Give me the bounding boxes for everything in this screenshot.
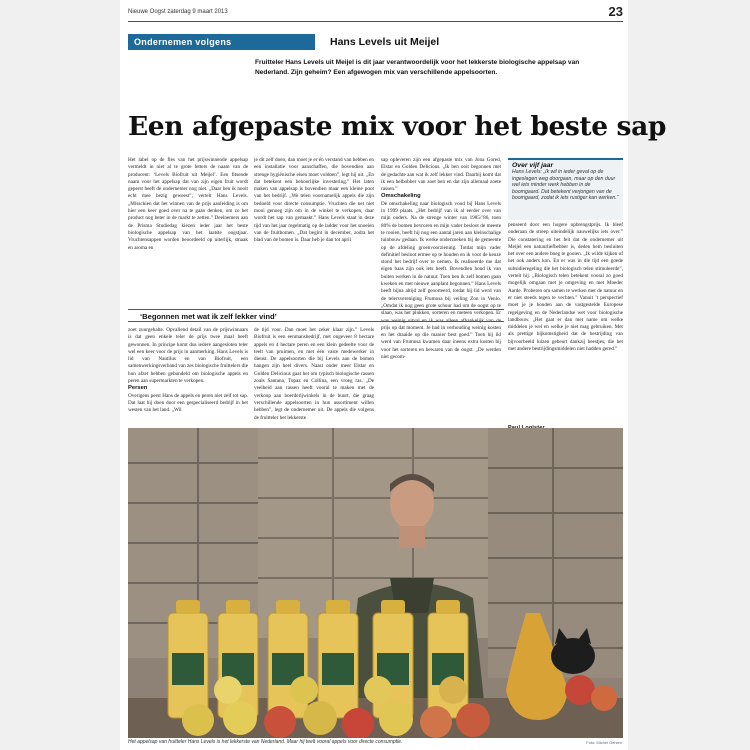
- sidebar-title: Over vijf jaar: [512, 162, 554, 169]
- sidebar-text: Hans Levels: „Ik wil in ieder geval op de ingeslagen weg doorgaan, maar op den duur wel iets minder werk hebben in de boomgaard. Dat betekent verjongen van de boomgaard, zodat ik iets rustiger kan werken.”: [512, 169, 619, 202]
- paragraph: je dit zelf doen, dan moet je er én verstand van hebben en een installatie voor aanschaffen, die bovendien aan strenge hygiënische eisen moet voldoen”, legt hij uit. „En dat betekent een behoorlijke investering.” Het laten maken van appelsap is bovendien maar een kleine poot van het bedrijf. „We telen voornamelijk appels die zijn bedoeld voor directe consumptie. Vruchten die net niet mooi genoeg zijn om in de winkel te verkopen, daar wordt het sap van gemaakt.” Hans Levels staat in deze tijd van het jaar regelmatig op de ladder voor het snoeien van de fruitbomen. „Dat begint in december, zodra het blad van de bomen is. Daar heb je dan tot april: [254, 157, 374, 244]
- newspaper-page: [120, 0, 666, 750]
- publication-info: Nieuwe Oogst zaterdag 9 maart 2013: [128, 9, 228, 15]
- page-number: 23: [608, 4, 623, 19]
- column-3: [381, 157, 501, 425]
- paragraph: zoet zuurgehalte. Opvallend detail van de prijswinnaars is dat geen enkele teler de prijs twee maal heeft gewonnen. In principe komt dus iedere aangesloten teler wel een keer voor de prijs in aanmerking. Hans Levels is lid van Nautilus en van Biofruit, een samenwerkingsverband van zes biologische fruittelers die hun afzet hebben gebundeld om biologische appels en peren aan supermarkten te verkopen.: [128, 327, 248, 385]
- article-headline: Een afgepaste mix voor het beste sap: [128, 111, 666, 142]
- pull-quote: ‘Begonnen met wat ik zelf lekker vind’: [128, 309, 504, 322]
- paragraph: penseerd door een hogere opbrengstprijs. Ik bleef onderaan de streep uiteindelijk nauwelijks iets over.” Die constatering en het feit dat de ondernemer uit Meijel een natuurliefhebber is, deden hem besluiten het over een andere boeg te gooien. „Ik wilde kijken of het ook anders kon. En er was in die tijd een goede subsidieregeling die het biologisch telen stimuleerde”, vertelt hij. „Biologisch telen betekent vooral zo goed mogelijk omgaan met je omgeving en met Moeder Aarde. Proberen om samen te werken met de natuur en er niet steeds tegen te vechten.” Vanuit ’t perspectief moet je je houden aan de vastgestelde Europese regelgeving en de Nederlandse wet voor biologische landbouw. „Het gaat er dan met name om welke middelen je wel en welke je niet mag gebruiken. Met als prettige bijkomstigheid dat de bestrijding van bijvoorbeeld luizen gebeurt dankzij beestjes, die het met andere bestrijdingsmiddelen niet hadden gered.”: [508, 222, 623, 353]
- paragraph: De omschakeling naar biologisch voud bij Hans Levels in 1999 plaats. „Het bedrijf van ik al eerder over van mijn ouders. Na de strenge winter van 1985/’86, toen 80% de bomen bevroren en mijn vader besloot de meeste te rooien, heeft hij nog een aantal jaren aan kleinschalige tuinbouw gedaan. Ik werke onderzoeken bij de gemeente op de afdeling groenvoorziening. Totdat mijn vader definitief besloot ermee op te houden en ik voor de keuze stond het bedrijf over te nemen. Ik realiseerde me dat eigen baas zijn ook iets heeft. Bovendien houd ik van buiten werken in de natuur. Toen ben ik zelf bomen gaan kweken en met nieuwe aanplant begonnen.” Hans Levels heeft bijna altijd zelf geoorteerd, totdat hij lid werd van de telersvereniging Frumosa bij veiling Zon in Venlo. „Omdat ik nog geen grote schuur had om de oogst op te slaan, was het plukken, sorteren en meteen verkopen. Er was weinig uitval en ik was alleen afhankelijk van de prijs op dat moment. Je had in verhouding weinig kosten en het draaide op die manier best goed.” Toen hij lid werd van Frumosa kwamen daar ineens extra kosten bij voor het sorteren en bewaren van de oogst. „De werden niet gecom-: [381, 200, 501, 361]
- subheading-persen: Persen: [128, 385, 148, 392]
- column-2-top: [254, 157, 374, 307]
- article-photo: [128, 428, 623, 738]
- header-rule: [128, 21, 623, 22]
- page-header: [128, 6, 623, 20]
- subheading-omschakeling: Omschakeling: [381, 193, 421, 200]
- column-4: [508, 222, 623, 422]
- paragraph: de tijd voor. Dan moet het zeker klaar zijn.” Levels Biofruit is een eenmansbedrijf, met ongeveer 8 hectare appels en 4 hectare peren en een klein gedeelte voor de teelt van pruimen, en met één vaste medewerker in dienst. De appelsoorten die bij Levels aan de bomen hangen zijn heel divers. Naast onder meer Elstar en Golden Delicious gaat het om typisch biologische rassen zoals Santana, Topaz en Collina, een vroeg ras. „De veelheid aan rassen heeft vooral te maken met de verkoop aan boerderijwinkels in de buurt, die graag verschillende appelsoorten in hun assortiment willen hebben”, legt de ondernemer uit. De appels die volgens de fruitteler het lekkerste: [254, 327, 374, 421]
- column-1-top: [128, 157, 248, 307]
- photo-illustration: [128, 428, 623, 738]
- paragraph: Overigens perst Hans de appels en peren niet zelf tot sap. Dat laat hij doen door een gespecialiseerd bedrijf in het westen van het land. „Wil: [128, 392, 248, 414]
- column-2-bottom: [254, 327, 374, 425]
- article-lead: Fruitteler Hans Levels uit Meijel is dit jaar verantwoordelijk voor het lekkerste biologische appelsap van Nederland. Zijn geheim? Een afgewogen mix van verschillende appelsoorten.: [255, 59, 580, 76]
- column-1-bottom: [128, 327, 248, 425]
- section-subtitle: Hans Levels uit Meijel: [330, 36, 440, 48]
- photo-credit: Foto: Michel Oehlen: [586, 740, 622, 745]
- photo-caption: Het appelsap van fruitteler Hans Levels is het lekkerste van Nederland. Maar hij teelt vooral appels voor directe consumptie.: [128, 739, 403, 745]
- section-tag: Ondernemen volgens: [128, 34, 315, 50]
- paragraph: sap opleveren zijn een afgepaste mix van Jona Gored, Elstar en Golden Delicious. „Ik ben ooit begonnen met de gedachte aan wat ik zelf lekker vind. Daarbij komt dat ik een helbobber van zoet ben en dat zijn allemaal zoete rassen.”: [381, 157, 501, 193]
- sidebar-box: [508, 158, 623, 220]
- paragraph: Het label op de fles van het prijswinnende appelsap vermeldt in niet al te grote letters de naam van de producent: ‘Levels Biofruit uit Meijel’. Een fitsende naam voor het appelsap dat van zijn eigen fruit wordt geperst heeft de ondernemer nog niet. „Daar ben ik nooit echt mee bezig geweest”, vertelt Hans Levels. „Misschien dat het winnen van de prijs aanleiding is om hier een keer goed over na te gaan denken, om zo het product nog beter in de markt te zetten.” Deelnemers aan de Prisma Studiedag kiezen ieder jaar het beste biologische appelsap van het laatste oogstjaar. Vruchtensappen worden beoordeeld op uiterlijk, smaak en aroma en: [128, 157, 248, 251]
